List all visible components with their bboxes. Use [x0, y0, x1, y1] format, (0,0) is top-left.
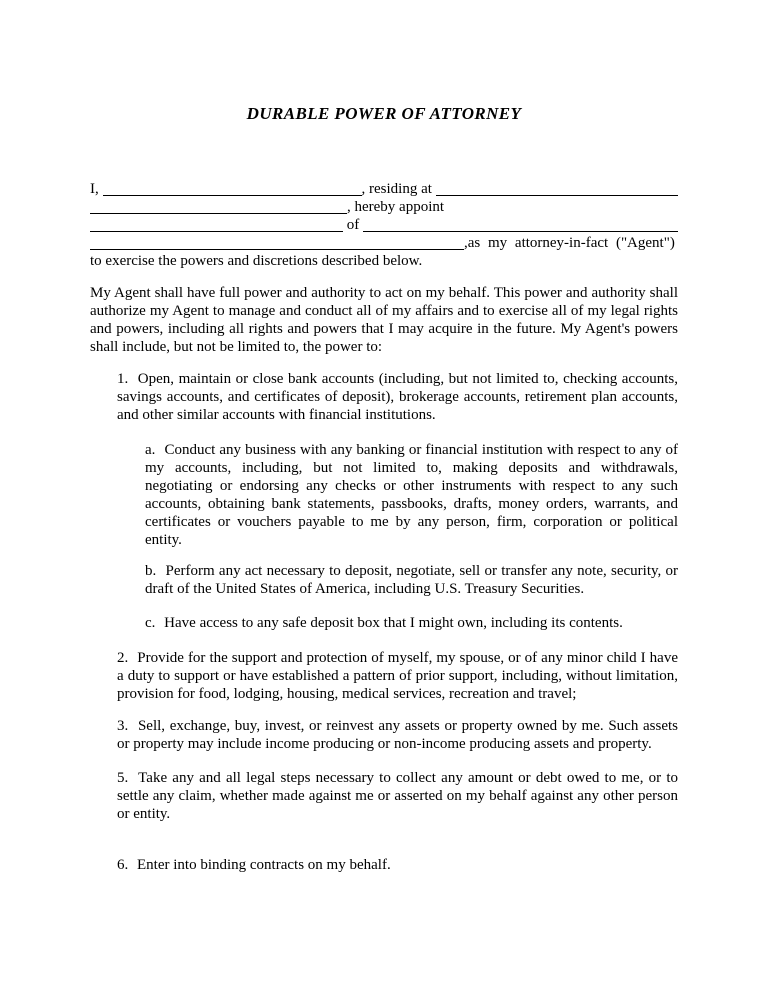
- item-text: Open, maintain or close bank accounts (including, but not limited to, checking accounts, savings accounts, and certificates of deposit), brokerage accounts, retirement plan accounts, and other similar accounts with financial institutions.: [117, 371, 678, 423]
- list-item-5: [117, 769, 678, 823]
- intro-line-4: [90, 234, 678, 252]
- agent-powers-paragraph: My Agent shall have full power and authority to act on my behalf. This power and authority shall authorize my Agent to manage and conduct all of my affairs and to exercise all of my legal rights and powers, including all rights and powers that I may acquire in the future. My Agent's powers shall include, but not be limited to, the power to:: [90, 285, 678, 355]
- document-title: DURABLE POWER OF ATTORNEY: [246, 104, 522, 123]
- item-text: Enter into binding contracts on my behalf.: [137, 857, 391, 873]
- item-number: 6.: [117, 857, 129, 873]
- item-text: Have access to any safe deposit box that I might own, including its contents.: [164, 615, 623, 631]
- principal-address-blank-2: [90, 201, 347, 214]
- item-text: Conduct any business with any banking or financial institution with respect to any of my accounts, including, but not limited to, making deposits and withdrawals, negotiating or endorsing any checks or other instruments with respect to any such accounts, obtaining bank statements, passbooks, drafts, money orders, warrants, and certificates or vouchers payable to me by any person, firm, corporation or political entity.: [145, 442, 678, 548]
- item-text: Perform any act necessary to deposit, negotiate, sell or transfer any note, security, or draft of the United States of America, including U.S. Treasury Securities.: [145, 563, 679, 597]
- list-item-1: [117, 370, 678, 424]
- item-text: Take any and all legal steps necessary to collect any amount or debt owed to me, or to settle any claim, whether made against me or asserted on my behalf against any other person or entity.: [117, 770, 678, 822]
- i-prefix-label: I,: [90, 181, 103, 197]
- agent-address-blank-2: [90, 237, 464, 250]
- item-text: Provide for the support and protection of myself, my spouse, or of any minor child I have a duty to support or have established a pattern of prior support, including, without limitation, provision for food, lodging, housing, medical services, recreation and travel;: [117, 650, 678, 702]
- agent-name-blank: [90, 219, 343, 232]
- sub-item-b: [145, 562, 678, 598]
- intro-section: [90, 180, 678, 270]
- item-number: 3.: [117, 718, 129, 734]
- agent-address-blank-1: [363, 219, 678, 232]
- item-text: Sell, exchange, buy, invest, or reinvest any assets or property owned by me. Such assets or property may include income producing or non-income producing assets and property.: [117, 718, 679, 752]
- item-number: c.: [145, 615, 156, 631]
- list-item-3: [117, 717, 678, 753]
- of-label: of: [343, 217, 363, 233]
- hereby-appoint-label: , hereby appoint: [347, 199, 445, 215]
- principal-name-blank: [103, 183, 362, 196]
- residing-at-label: , residing at: [361, 181, 436, 197]
- attorney-in-fact-label: ,as my attorney-in-fact ("Agent"): [464, 235, 675, 251]
- item-number: b.: [145, 563, 157, 579]
- sub-item-a: [145, 441, 678, 549]
- item-number: a.: [145, 442, 156, 458]
- intro-line-1: [90, 180, 678, 198]
- principal-address-blank-1: [436, 183, 678, 196]
- intro-line-3: [90, 216, 678, 234]
- intro-line-2: [90, 198, 678, 216]
- item-number: 2.: [117, 650, 129, 666]
- list-item-6: [117, 856, 678, 874]
- item-number: 1.: [117, 371, 129, 387]
- sub-item-c: [145, 614, 678, 632]
- item-number: 5.: [117, 770, 129, 786]
- list-item-2: [117, 649, 678, 703]
- intro-closing-line: to exercise the powers and discretions described below.: [90, 253, 423, 269]
